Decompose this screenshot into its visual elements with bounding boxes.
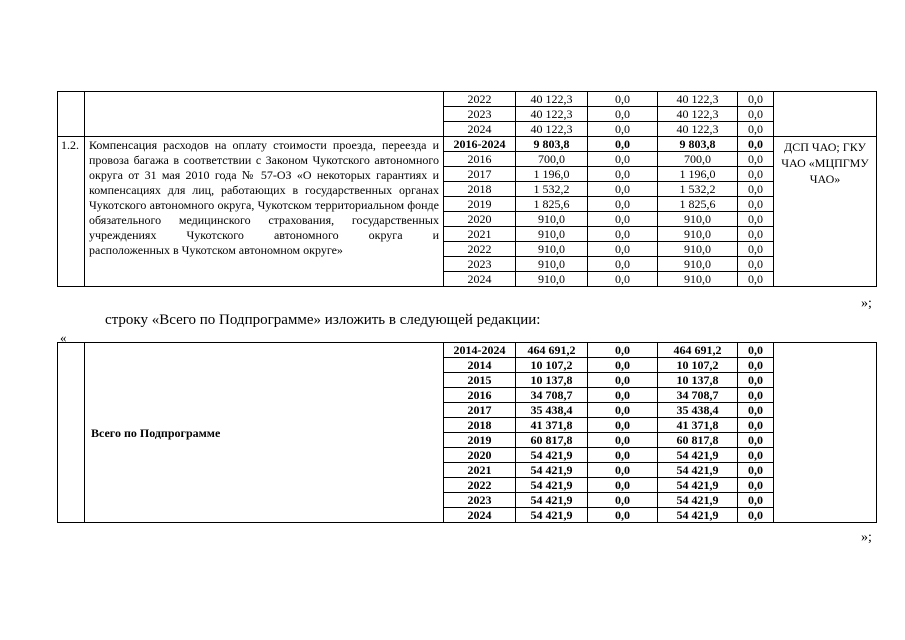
- year-cell: 2015: [444, 373, 516, 388]
- total-cell: 910,0: [516, 257, 588, 272]
- regional-cell: 54 421,9: [658, 448, 738, 463]
- other-cell: 0,0: [738, 227, 774, 242]
- index-cell: [58, 343, 85, 523]
- item-description: [85, 137, 444, 287]
- total-cell: 60 817,8: [516, 433, 588, 448]
- item-number: 1.2.: [58, 137, 85, 287]
- total-cell: 40 122,3: [516, 107, 588, 122]
- year-cell: 2019: [444, 433, 516, 448]
- federal-cell: 0,0: [588, 403, 658, 418]
- other-cell: 0,0: [738, 343, 774, 358]
- regional-cell: 40 122,3: [658, 122, 738, 137]
- regional-cell: 910,0: [658, 227, 738, 242]
- other-cell: 0,0: [738, 358, 774, 373]
- federal-cell: 0,0: [588, 242, 658, 257]
- other-cell: 0,0: [738, 152, 774, 167]
- other-cell: 0,0: [738, 92, 774, 107]
- federal-cell: 0,0: [588, 92, 658, 107]
- other-cell: 0,0: [738, 493, 774, 508]
- regional-cell: 1 825,6: [658, 197, 738, 212]
- total-cell: 464 691,2: [516, 343, 588, 358]
- regional-cell: 700,0: [658, 152, 738, 167]
- total-cell: 54 421,9: [516, 508, 588, 523]
- regional-cell: 10 107,2: [658, 358, 738, 373]
- item-executor: ДСП ЧАО; ГКУ ЧАО «МЦПГМУ ЧАО»: [774, 137, 877, 287]
- year-cell: 2017: [444, 167, 516, 182]
- other-cell: 0,0: [738, 272, 774, 287]
- other-cell: 0,0: [738, 403, 774, 418]
- executor-cell: [774, 343, 877, 523]
- year-cell: 2021: [444, 227, 516, 242]
- federal-cell: 0,0: [588, 493, 658, 508]
- closing-quote: »;: [861, 530, 872, 545]
- total-cell: 54 421,9: [516, 448, 588, 463]
- federal-cell: 0,0: [588, 272, 658, 287]
- year-cell: 2022: [444, 478, 516, 493]
- regional-cell: 910,0: [658, 257, 738, 272]
- subprogram-total-table: [57, 342, 877, 523]
- year-cell: 2023: [444, 257, 516, 272]
- regional-cell: 40 122,3: [658, 107, 738, 122]
- year-cell: 2016: [444, 152, 516, 167]
- total-cell: 10 107,2: [516, 358, 588, 373]
- other-cell: 0,0: [738, 122, 774, 137]
- other-cell: 0,0: [738, 418, 774, 433]
- other-cell: 0,0: [738, 478, 774, 493]
- year-cell: 2023: [444, 493, 516, 508]
- other-cell: 0,0: [738, 448, 774, 463]
- other-cell: 0,0: [738, 373, 774, 388]
- year-cell: 2019: [444, 197, 516, 212]
- other-cell: 0,0: [738, 388, 774, 403]
- federal-cell: 0,0: [588, 197, 658, 212]
- other-cell: 0,0: [738, 463, 774, 478]
- regional-cell: 1 532,2: [658, 182, 738, 197]
- instruction-text: строку «Всего по Подпрограмме» изложить в следующей редакции:: [105, 312, 541, 328]
- federal-cell: 0,0: [588, 212, 658, 227]
- federal-cell: 0,0: [588, 107, 658, 122]
- other-cell: 0,0: [738, 508, 774, 523]
- description-text-last-line: расположенных в Чукотском автономном округе»: [89, 243, 343, 257]
- table-row: [58, 92, 877, 107]
- total-cell: 54 421,9: [516, 478, 588, 493]
- federal-cell: 0,0: [588, 152, 658, 167]
- year-cell: 2024: [444, 272, 516, 287]
- total-cell: 40 122,3: [516, 92, 588, 107]
- regional-cell: 910,0: [658, 242, 738, 257]
- regional-cell: 1 196,0: [658, 167, 738, 182]
- federal-cell: 0,0: [588, 137, 658, 152]
- federal-cell: 0,0: [588, 257, 658, 272]
- other-cell: 0,0: [738, 197, 774, 212]
- total-cell: 9 803,8: [516, 137, 588, 152]
- other-cell: 0,0: [738, 242, 774, 257]
- federal-cell: 0,0: [588, 478, 658, 493]
- total-cell: 54 421,9: [516, 463, 588, 478]
- index-cell: [58, 92, 85, 137]
- year-cell: 2018: [444, 418, 516, 433]
- regional-cell: 910,0: [658, 212, 738, 227]
- federal-cell: 0,0: [588, 182, 658, 197]
- total-cell: 1 532,2: [516, 182, 588, 197]
- regional-cell: 40 122,3: [658, 92, 738, 107]
- federal-cell: 0,0: [588, 463, 658, 478]
- total-cell: 1 825,6: [516, 197, 588, 212]
- regional-cell: 60 817,8: [658, 433, 738, 448]
- total-cell: 35 438,4: [516, 403, 588, 418]
- year-cell: 2024: [444, 122, 516, 137]
- table-row: [58, 343, 877, 358]
- year-cell: 2014-2024: [444, 343, 516, 358]
- year-cell: 2020: [444, 448, 516, 463]
- total-cell: 34 708,7: [516, 388, 588, 403]
- other-cell: 0,0: [738, 433, 774, 448]
- total-cell: 54 421,9: [516, 493, 588, 508]
- regional-cell: 10 137,8: [658, 373, 738, 388]
- total-cell: 910,0: [516, 242, 588, 257]
- federal-cell: 0,0: [588, 388, 658, 403]
- federal-cell: 0,0: [588, 448, 658, 463]
- regional-cell: 54 421,9: [658, 493, 738, 508]
- total-cell: 700,0: [516, 152, 588, 167]
- program-table-top: [57, 91, 877, 287]
- other-cell: 0,0: [738, 107, 774, 122]
- federal-cell: 0,0: [588, 358, 658, 373]
- total-cell: 10 137,8: [516, 373, 588, 388]
- regional-cell: 910,0: [658, 272, 738, 287]
- regional-cell: 54 421,9: [658, 508, 738, 523]
- executor-cell: [774, 92, 877, 137]
- total-cell: 910,0: [516, 227, 588, 242]
- total-cell: 40 122,3: [516, 122, 588, 137]
- description-text: Компенсация расходов на оплату стоимости проезда, переезда и провоза багажа в соответствии с Законом Чукотского автономного округа от 31 мая 2010 года № 57-ОЗ «О некоторых гарантиях и компенсациях для лиц, работающих в государственных органах Чукотского автономного округа, Чукотском территориальном фонде обязательного медицинского страхования, государственных учреждениях Чукотского автономного округа и: [89, 138, 439, 242]
- subprogram-total-label: Всего по Подпрограмме: [85, 343, 444, 523]
- year-cell: 2018: [444, 182, 516, 197]
- other-cell: 0,0: [738, 257, 774, 272]
- federal-cell: 0,0: [588, 227, 658, 242]
- regional-cell: 34 708,7: [658, 388, 738, 403]
- total-cell: 41 371,8: [516, 418, 588, 433]
- year-cell: 2021: [444, 463, 516, 478]
- regional-cell: 54 421,9: [658, 463, 738, 478]
- federal-cell: 0,0: [588, 122, 658, 137]
- regional-cell: 54 421,9: [658, 478, 738, 493]
- federal-cell: 0,0: [588, 167, 658, 182]
- year-cell: 2023: [444, 107, 516, 122]
- table-row: [58, 137, 877, 152]
- regional-cell: 41 371,8: [658, 418, 738, 433]
- year-cell: 2014: [444, 358, 516, 373]
- year-cell: 2022: [444, 242, 516, 257]
- year-cell: 2024: [444, 508, 516, 523]
- opening-quote: «: [60, 330, 67, 345]
- year-cell: 2020: [444, 212, 516, 227]
- federal-cell: 0,0: [588, 433, 658, 448]
- total-cell: 910,0: [516, 272, 588, 287]
- federal-cell: 0,0: [588, 373, 658, 388]
- closing-quote: »;: [861, 296, 872, 311]
- regional-cell: 464 691,2: [658, 343, 738, 358]
- federal-cell: 0,0: [588, 508, 658, 523]
- other-cell: 0,0: [738, 137, 774, 152]
- other-cell: 0,0: [738, 212, 774, 227]
- year-cell: 2022: [444, 92, 516, 107]
- federal-cell: 0,0: [588, 343, 658, 358]
- description-cell: [85, 92, 444, 137]
- regional-cell: 9 803,8: [658, 137, 738, 152]
- other-cell: 0,0: [738, 182, 774, 197]
- total-cell: 910,0: [516, 212, 588, 227]
- other-cell: 0,0: [738, 167, 774, 182]
- year-cell: 2017: [444, 403, 516, 418]
- year-cell: 2016: [444, 388, 516, 403]
- regional-cell: 35 438,4: [658, 403, 738, 418]
- total-cell: 1 196,0: [516, 167, 588, 182]
- year-cell: 2016-2024: [444, 137, 516, 152]
- federal-cell: 0,0: [588, 418, 658, 433]
